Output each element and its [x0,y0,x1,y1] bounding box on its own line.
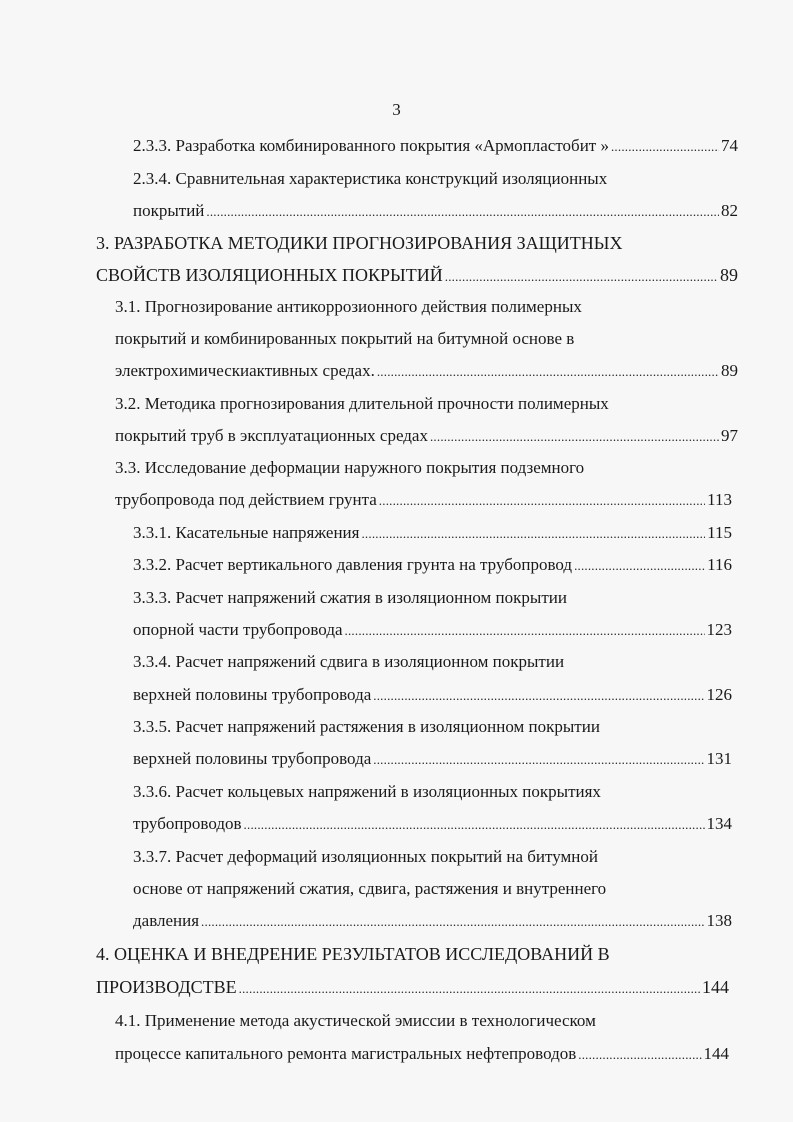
toc-entry-title: опорной части трубопровода [133,620,343,639]
toc-page-number: 115 [707,523,732,542]
toc-entry-3-3-5-line1[interactable]: 3.3.5. Расчет напряжений растяжения в изоляционном покрытии [133,717,600,736]
toc-entry-3-3-6[interactable] [133,809,732,839]
toc-entry-title: покрытий [133,201,205,220]
toc-entry-3-3-1[interactable] [133,518,732,548]
dot-leader [445,262,718,290]
dot-leader [206,197,719,226]
toc-entry-title: трубопровода под действием грунта [115,490,377,509]
dot-leader [379,486,705,515]
toc-page-number: 138 [706,911,732,930]
toc-section-3-1[interactable] [115,356,738,386]
toc-entry-3-3-5[interactable] [133,744,732,774]
toc-section-3-3[interactable] [115,485,732,515]
toc-entry-3-3-4[interactable] [133,680,732,710]
toc-entry-title: 2.3.3. Разработка комбинированного покрытия «Армопластобит » [133,136,609,155]
toc-section-4[interactable] [96,972,729,1002]
toc-page-number: 97 [721,426,738,445]
toc-page-number: 116 [707,555,732,574]
dot-leader [377,357,719,386]
toc-entry-3-3-7[interactable] [133,906,732,936]
toc-section-4-1-line1[interactable]: 4.1. Применение метода акустической эмиссии в технологическом [115,1011,596,1030]
toc-section-4-1[interactable] [115,1039,729,1069]
toc-entry-3-3-4-line1[interactable]: 3.3.4. Расчет напряжений сдвига в изоляционном покрытии [133,652,565,671]
toc-entry-3-3-3-line1[interactable]: 3.3.3. Расчет напряжений сжатия в изоляционном покрытии [133,588,567,607]
toc-entry-title: трубопроводов [133,814,242,833]
toc-page-number: 74 [721,136,738,155]
toc-section-3-line1[interactable]: 3. РАЗРАБОТКА МЕТОДИКИ ПРОГНОЗИРОВАНИЯ ЗАЩИТНЫХ [96,233,623,253]
toc-entry-title: процессе капитального ремонта магистральных нефтепроводов [115,1044,577,1063]
toc-section-3-3-line1[interactable]: 3.3. Исследование деформации наружного покрытия подземного [115,458,585,477]
toc-section-3-1-line2[interactable]: покрытий и комбинированных покрытий на битумной основе в [115,329,575,348]
toc-entry-title: ПРОИЗВОДСТВЕ [96,977,237,997]
toc-section-3-2-line1[interactable]: 3.2. Методика прогнозирования длительной прочности полимерных [115,394,609,413]
toc-entry-3-3-7-line2[interactable]: основе от напряжений сжатия, сдвига, растяжения и внутреннего [133,879,607,898]
toc-entry-title: СВОЙСТВ ИЗОЛЯЦИОННЫХ ПОКРЫТИЙ [96,265,443,285]
toc-page-number: 126 [706,685,732,704]
toc-page-number: 123 [706,620,732,639]
toc-page-number: 113 [707,490,732,509]
dot-leader [578,1040,701,1069]
toc-entry-2-3-4[interactable] [133,196,738,226]
toc-entry-title: давления [133,911,200,930]
dot-leader [239,974,700,1002]
toc-entry-title: верхней половины трубопровода [133,685,372,704]
toc-page-number: 144 [702,977,729,997]
toc-section-3-1-line1[interactable]: 3.1. Прогнозирование антикоррозионного действия полимерных [115,297,582,316]
dot-leader [574,551,705,580]
dot-leader [373,745,704,774]
toc-entry-title: покрытий труб в эксплуатационных средах [115,426,428,445]
toc-entry-3-3-7-line1[interactable]: 3.3.7. Расчет деформаций изоляционных покрытий на битумной [133,847,598,866]
dot-leader [201,907,704,936]
toc-entry-title: электрохимическиактивных средах. [115,361,375,380]
toc-entry-title: верхней половины трубопровода [133,749,372,768]
dot-leader [611,132,719,161]
toc-section-3[interactable] [96,260,738,290]
toc-entry-2-3-4-line1[interactable]: 2.3.4. Сравнительная характеристика конструкций изоляционных [133,169,608,188]
dot-leader [430,422,719,451]
toc-page-number: 134 [706,814,732,833]
dot-leader [244,810,705,839]
toc-page-number: 89 [721,361,738,380]
toc-entry-3-3-6-line1[interactable]: 3.3.6. Расчет кольцевых напряжений в изоляционных покрытиях [133,782,601,801]
toc-page-number: 82 [721,201,738,220]
page-number: 3 [392,100,401,119]
toc-entry-title: 3.3.1. Касательные напряжения [133,523,360,542]
dot-leader [373,681,704,710]
toc-section-3-2[interactable] [115,421,738,451]
dot-leader [345,616,705,645]
toc-entry-3-3-3[interactable] [133,615,732,645]
toc-page-number: 89 [720,265,738,285]
toc-section-4-line1[interactable]: 4. ОЦЕНКА И ВНЕДРЕНИЕ РЕЗУЛЬТАТОВ ИССЛЕДОВАНИЙ В [96,944,610,964]
toc-page-number: 131 [706,749,732,768]
toc-entry-2-3-3[interactable] [133,131,738,161]
dot-leader [361,519,705,548]
toc-page-number: 144 [703,1044,729,1063]
toc-entry-title: 3.3.2. Расчет вертикального давления грунта на трубопровод [133,555,573,574]
toc-entry-3-3-2[interactable] [133,550,732,580]
